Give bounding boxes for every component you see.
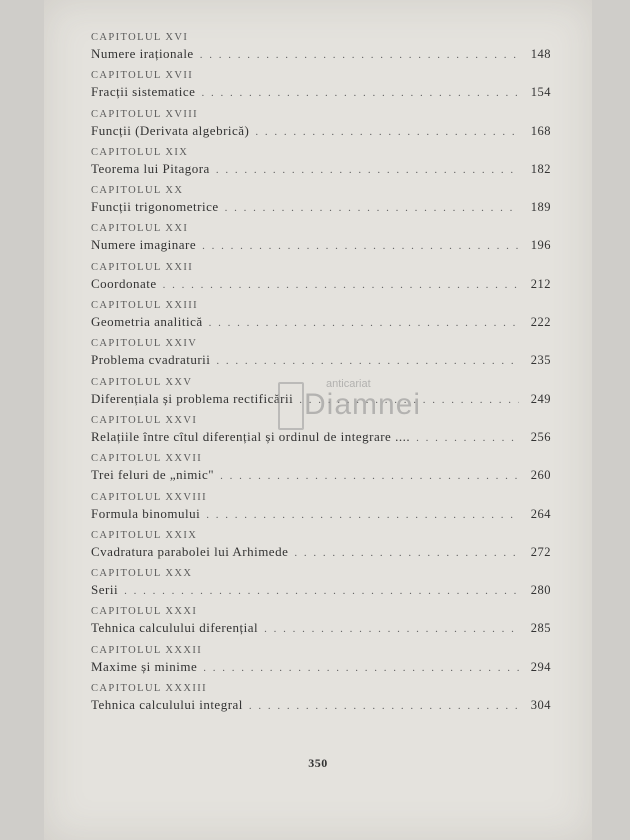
logo-mark-icon [278,382,304,430]
chapter-title: Relațiile între cîtul diferențial și ordinul de integrare .... [91,428,411,444]
toc-entry [91,453,551,491]
chapter-title: Funcții trigonometrice [91,199,219,215]
dot-leader [255,126,519,138]
toc-entry [91,32,551,70]
page-ref: 189 [530,200,551,215]
chapter-label: CAPITOLUL XXII [91,261,194,273]
dot-leader [225,202,519,214]
page-ref: 196 [530,238,551,253]
chapter-title: Numere iraționale [91,46,194,61]
chapter-label: CAPITOLUL XXV [91,376,193,388]
toc-entry [91,300,551,338]
toc-entry [91,70,551,108]
watermark-logo [278,378,448,434]
chapter-title: Cvadratura parabolei lui Arhimede [91,543,289,559]
watermark-line1: anticariat [326,378,371,390]
page-ref: 235 [530,353,551,368]
dot-leader [264,623,519,635]
page-ref: 168 [530,123,551,138]
page-ref: 294 [530,659,551,674]
page-number: 350 [308,756,328,770]
toc-entry [91,492,551,530]
toc-entry [91,530,551,568]
chapter-label: CAPITOLUL XXXIII [91,683,208,695]
chapter-label: CAPITOLUL XXXII [91,644,203,656]
toc-entry [91,185,551,223]
toc-entry [91,262,551,300]
page-ref: 260 [530,468,551,483]
toc-entry [91,645,551,683]
chapter-label: CAPITOLUL XX [91,185,184,197]
chapter-label: CAPITOLUL XXIII [91,300,199,312]
toc-entry [91,606,551,644]
dot-leader [249,700,519,712]
page-ref: 304 [530,698,551,713]
chapter-label: CAPITOLUL XXIV [91,338,198,350]
dot-leader [201,87,519,99]
page-ref: 182 [530,161,551,176]
chapter-label: CAPITOLUL XIX [91,146,189,158]
book-page [44,0,592,840]
page-ref: 256 [530,429,551,444]
page-ref: 148 [530,47,551,61]
chapter-label: CAPITOLUL XXXI [91,606,198,618]
chapter-label: CAPITOLUL XXVI [91,414,198,426]
toc-entry [91,683,551,721]
dot-leader [220,470,519,482]
page-ref: 212 [530,276,551,291]
toc-entry [91,147,551,185]
page-ref: 249 [530,391,551,406]
dot-leader [203,662,519,674]
chapter-title: Formula binomului [91,505,201,521]
dot-leader [216,164,519,176]
chapter-title: Trei feluri de „nimic" [91,467,215,483]
chapter-title: Serii [91,582,119,598]
chapter-title: Geometria analitică [91,314,203,330]
chapter-title: Tehnica calculului integral [91,697,243,713]
page-ref: 154 [530,85,551,100]
table-of-contents [91,32,551,721]
chapter-label: CAPITOLUL XXVIII [91,491,208,503]
chapter-title: Coordonate [91,275,157,291]
chapter-title: Tehnica calculului diferențial [91,620,259,636]
toc-entry [91,338,551,376]
dot-leader [200,49,519,61]
chapter-title: Funcții (Derivata algebrică) [91,122,250,138]
dot-leader [202,240,519,252]
chapter-label: CAPITOLUL XXI [91,223,189,235]
chapter-label: CAPITOLUL XXX [91,568,193,580]
watermark-line2: Diamnei [304,388,422,421]
chapter-title: Problema cvadraturii [91,352,211,368]
dot-leader [294,547,519,559]
page-ref: 285 [530,621,551,636]
chapter-title: Fracții sistematice [91,84,196,100]
page-ref: 272 [530,544,551,559]
toc-entry [91,109,551,147]
page-ref: 280 [530,583,551,598]
chapter-title: Teorema lui Pitagora [91,160,210,176]
chapter-label: CAPITOLUL XVII [91,70,194,82]
dot-leader [124,585,519,597]
toc-entry [91,568,551,606]
page-ref: 264 [530,506,551,521]
chapter-title: Maxime și minime [91,658,198,674]
dot-leader [216,355,519,367]
page-ref: 222 [530,315,551,330]
dot-leader [209,317,519,329]
chapter-title: Numere imaginare [91,237,197,253]
chapter-title: Diferențiala și problema rectificării [91,390,294,406]
toc-entry [91,223,551,261]
chapter-label: CAPITOLUL XVI [91,32,189,43]
dot-leader [163,279,519,291]
dot-leader [206,509,519,521]
chapter-label: CAPITOLUL XXVII [91,453,203,465]
chapter-label: CAPITOLUL XVIII [91,108,199,120]
chapter-label: CAPITOLUL XXIX [91,529,198,541]
